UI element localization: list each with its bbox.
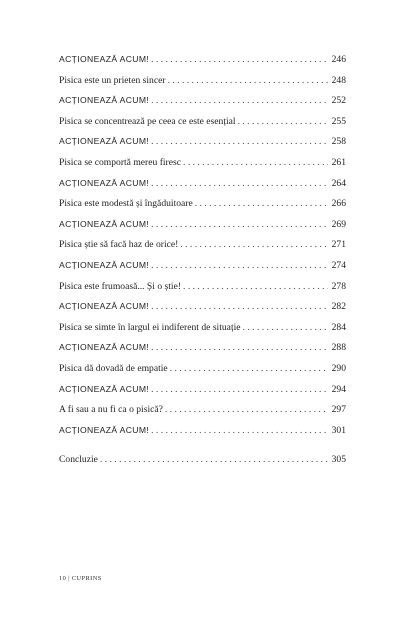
dot-leader: [195, 198, 328, 209]
toc-entry-title: Pisica dă dovadă de empatie: [59, 362, 168, 374]
toc-entry-page: 274: [331, 259, 346, 271]
toc-entry[interactable]: [59, 116, 346, 137]
toc-entry-title: Pisica se simte în largul ei indiferent de situație: [59, 321, 241, 333]
toc-entry-page: 264: [331, 177, 346, 189]
dot-leader: [151, 95, 328, 106]
dot-leader: [151, 301, 328, 312]
toc-entry-title: ACȚIONEAZĂ ACUM!: [59, 177, 150, 188]
toc-conclusion: [59, 454, 346, 475]
toc-entry[interactable]: [59, 342, 346, 363]
dot-leader: [180, 239, 328, 250]
toc-entry[interactable]: [59, 178, 346, 199]
toc-entry-title: ACȚIONEAZĂ ACUM!: [59, 424, 150, 435]
toc-entry[interactable]: [59, 198, 346, 219]
toc-entry-title: Pisica se concentrează pe ceea ce este esențial: [59, 115, 236, 127]
dot-leader: [151, 342, 328, 353]
toc-entry-title: ACȚIONEAZĂ ACUM!: [59, 218, 150, 229]
toc-entry[interactable]: [59, 322, 346, 343]
toc-entry-page: 252: [331, 95, 346, 107]
toc-entry-page: 258: [331, 136, 346, 148]
toc-entry-title: Concluzie: [59, 454, 98, 465]
toc-entry[interactable]: [59, 75, 346, 96]
toc-entry-title: ACȚIONEAZĂ ACUM!: [59, 95, 150, 106]
toc-entry[interactable]: [59, 95, 346, 116]
toc-entry[interactable]: [59, 54, 346, 75]
toc-entry-page: 271: [331, 239, 346, 251]
toc-entry-title: Pisica este un prieten sincer: [59, 74, 166, 86]
dot-leader: [151, 178, 328, 189]
toc-entry[interactable]: [59, 384, 346, 405]
dot-leader: [151, 260, 328, 271]
toc-entry-page: 261: [331, 156, 346, 168]
toc-entry-page: 278: [331, 280, 346, 292]
dot-leader: [168, 75, 328, 86]
toc-entry-page: 269: [331, 218, 346, 230]
toc-entry[interactable]: [59, 281, 346, 302]
toc-entry[interactable]: [59, 157, 346, 178]
toc-entry[interactable]: [59, 425, 346, 446]
toc-entry-page: 294: [331, 383, 346, 395]
toc-entry[interactable]: [59, 301, 346, 322]
toc-entry-page: 255: [331, 115, 346, 127]
dot-leader: [243, 322, 328, 333]
dot-leader: [151, 219, 328, 230]
toc-entry[interactable]: [59, 260, 346, 281]
toc-entry-title: A fi sau a nu fi ca o pisică?: [59, 404, 163, 416]
toc-entry-page: 246: [331, 54, 346, 65]
toc-entry-title: ACȚIONEAZĂ ACUM!: [59, 342, 150, 353]
toc-entry[interactable]: [59, 363, 346, 384]
toc-entry-page: 288: [331, 342, 346, 354]
dot-leader: [183, 281, 328, 292]
toc-entry-page: 301: [331, 424, 346, 436]
toc-entry-conclusion[interactable]: [59, 454, 346, 475]
toc-entry-page: 284: [331, 321, 346, 333]
toc-entry-page: 248: [331, 74, 346, 86]
toc-entry-title: Pisica este frumoasă... Și o știe!: [59, 280, 182, 292]
table-of-contents: [59, 54, 346, 445]
dot-leader: [238, 116, 328, 127]
dot-leader: [170, 363, 328, 374]
dot-leader: [151, 54, 328, 65]
toc-entry-title: Pisica se comportă mereu firesc: [59, 156, 182, 168]
dot-leader: [151, 136, 328, 147]
toc-entry-title: ACȚIONEAZĂ ACUM!: [59, 301, 150, 312]
dot-leader: [183, 157, 328, 168]
toc-entry-title: ACȚIONEAZĂ ACUM!: [59, 259, 150, 270]
toc-entry-title: Pisica este modestă și îngăduitoare: [59, 198, 193, 210]
dot-leader: [100, 454, 328, 465]
toc-entry-page: 297: [331, 404, 346, 416]
toc-entry-title: Pisica știe să facă haz de orice!: [59, 239, 179, 251]
toc-entry-page: 266: [331, 198, 346, 210]
toc-entry[interactable]: [59, 136, 346, 157]
toc-entry[interactable]: [59, 219, 346, 240]
dot-leader: [151, 384, 328, 395]
page-footer: 10 | CUPRINS: [59, 575, 102, 582]
toc-entry-page: 290: [331, 362, 346, 374]
toc-entry-title: ACȚIONEAZĂ ACUM!: [59, 136, 150, 147]
toc-entry[interactable]: [59, 239, 346, 260]
dot-leader: [165, 404, 328, 415]
toc-entry-page: 305: [331, 454, 346, 465]
toc-entry-title: ACȚIONEAZĂ ACUM!: [59, 54, 150, 64]
toc-entry[interactable]: [59, 404, 346, 425]
toc-entry-page: 282: [331, 301, 346, 313]
dot-leader: [151, 425, 328, 436]
toc-entry-title: ACȚIONEAZĂ ACUM!: [59, 383, 150, 394]
